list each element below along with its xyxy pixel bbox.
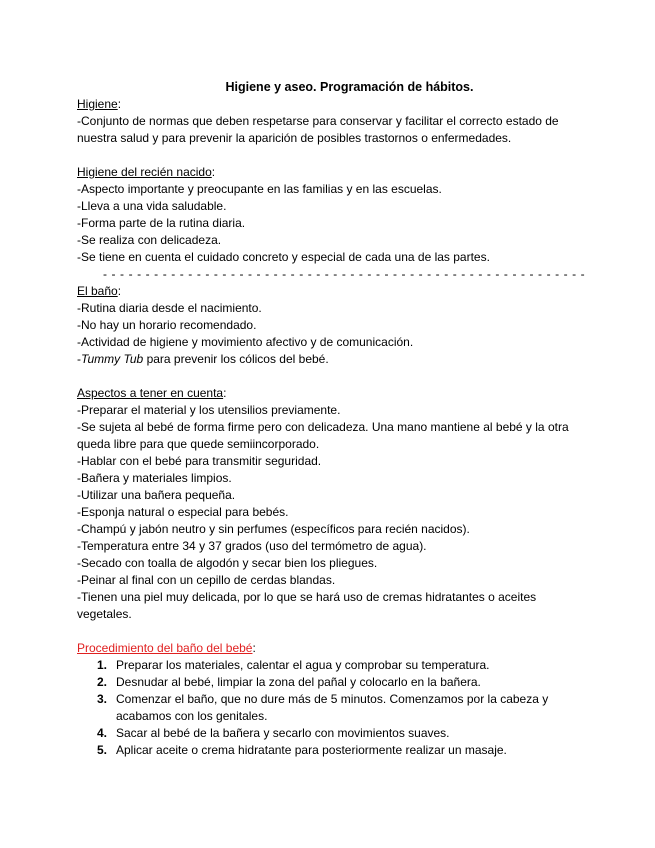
section-bano xyxy=(77,283,582,368)
list-item: -Se tiene en cuenta el cuidado concreto y especial de cada una de las partes. xyxy=(77,250,490,264)
list-item: -Lleva a una vida saludable. xyxy=(77,199,227,213)
spacer xyxy=(77,147,582,164)
heading-colon: : xyxy=(223,386,227,400)
step-number: 2. xyxy=(97,675,108,689)
aspectos-list xyxy=(77,402,582,623)
tummy-rest: para prevenir los cólicos del bebé. xyxy=(143,352,329,366)
step-number: 1. xyxy=(97,658,108,672)
heading-colon: : xyxy=(117,97,122,111)
list-item: -Hablar con el bebé para transmitir seguridad. xyxy=(77,454,322,468)
spacer xyxy=(77,368,582,385)
list-item: -Actividad de higiene y movimiento afectivo y de comunicación. xyxy=(77,335,414,349)
step-item xyxy=(77,691,582,725)
step-item xyxy=(77,725,582,742)
heading-procedimiento: Procedimiento del baño del bebé xyxy=(77,641,253,655)
list-item-tummy-tub xyxy=(77,351,582,368)
list-item: -Preparar el material y los utensilios previamente. xyxy=(77,403,341,417)
bano-list xyxy=(77,300,582,368)
list-item: -Tienen una piel muy delicada, por lo que se hará uso de cremas hidratantes o aceites vegetales. xyxy=(77,590,537,621)
document-title: Higiene y aseo. Programación de hábitos. xyxy=(225,80,474,94)
heading-recien-nacido: Higiene del recién nacido xyxy=(77,165,212,179)
section-aspectos xyxy=(77,385,582,623)
list-item: -Se realiza con delicadeza. xyxy=(77,233,222,247)
list-item: -Esponja natural o especial para bebés. xyxy=(77,505,289,519)
list-item: -Se sujeta al bebé de forma firme pero con delicadeza. Una mano mantiene al bebé y la otra queda libre para que quede semiincorporado. xyxy=(77,420,569,451)
recien-nacido-list xyxy=(77,181,582,266)
procedimiento-steps xyxy=(77,657,582,759)
step-text: Comenzar el baño, que no dure más de 5 minutos. Comenzamos por la cabeza y acabamos con los genitales. xyxy=(116,692,549,723)
step-number: 3. xyxy=(97,692,108,706)
tummy-tub-italic: Tummy Tub xyxy=(81,352,144,366)
list-item: -Temperatura entre 34 y 37 grados (uso del termómetro de agua). xyxy=(77,539,427,553)
heading-colon: : xyxy=(252,641,256,655)
section-recien-nacido xyxy=(77,164,582,266)
step-text: Sacar al bebé de la bañera y secarlo con movimientos suaves. xyxy=(116,726,450,740)
step-number: 4. xyxy=(97,726,108,740)
list-item: -Bañera y materiales limpios. xyxy=(77,471,232,485)
heading-colon: : xyxy=(117,284,122,298)
section-procedimiento xyxy=(77,640,582,759)
step-item xyxy=(77,742,582,759)
list-item: -Secado con toalla de algodón y secar bien los pliegues. xyxy=(77,556,378,570)
list-item: -Rutina diaria desde el nacimiento. xyxy=(77,301,262,315)
list-item: -Peinar al final con un cepillo de cerdas blandas. xyxy=(77,573,336,587)
section-higiene xyxy=(77,96,582,147)
document-body xyxy=(77,79,586,759)
step-item xyxy=(77,657,582,674)
list-item: -No hay un horario recomendado. xyxy=(77,318,257,332)
list-item: -Champú y jabón neutro y sin perfumes (específicos para recién nacidos). xyxy=(77,522,470,536)
heading-higiene: Higiene xyxy=(77,97,118,111)
step-text: Desnudar al bebé, limpiar la zona del pañal y colocarlo en la bañera. xyxy=(116,675,481,689)
step-item xyxy=(77,674,582,691)
step-number: 5. xyxy=(97,743,108,757)
tummy-prefix: - xyxy=(77,352,81,366)
list-item: -Aspecto importante y preocupante en las familias y en las escuelas. xyxy=(77,182,442,196)
step-text: Aplicar aceite o crema hidratante para posteriormente realizar un masaje. xyxy=(116,743,507,757)
list-item: -Forma parte de la rutina diaria. xyxy=(77,216,246,230)
heading-bano: El baño xyxy=(77,284,118,298)
spacer xyxy=(77,623,582,640)
dashed-separator: - - - - - - - - - - - - - - - - - - - - - - - - - - - - - - - - - - - - - - - - - - - - - - - - - - - - - - - - - xyxy=(103,267,586,281)
step-text: Preparar los materiales, calentar el agua y comprobar su temperatura. xyxy=(116,658,490,672)
list-item: -Utilizar una bañera pequeña. xyxy=(77,488,236,502)
higiene-definition: -Conjunto de normas que deben respetarse para conservar y facilitar el correcto estado de nuestra salud y para prevenir la aparición de posibles trastornos o enfermedades. xyxy=(77,114,559,145)
heading-colon: : xyxy=(211,165,216,179)
heading-aspectos: Aspectos a tener en cuenta xyxy=(77,386,224,400)
